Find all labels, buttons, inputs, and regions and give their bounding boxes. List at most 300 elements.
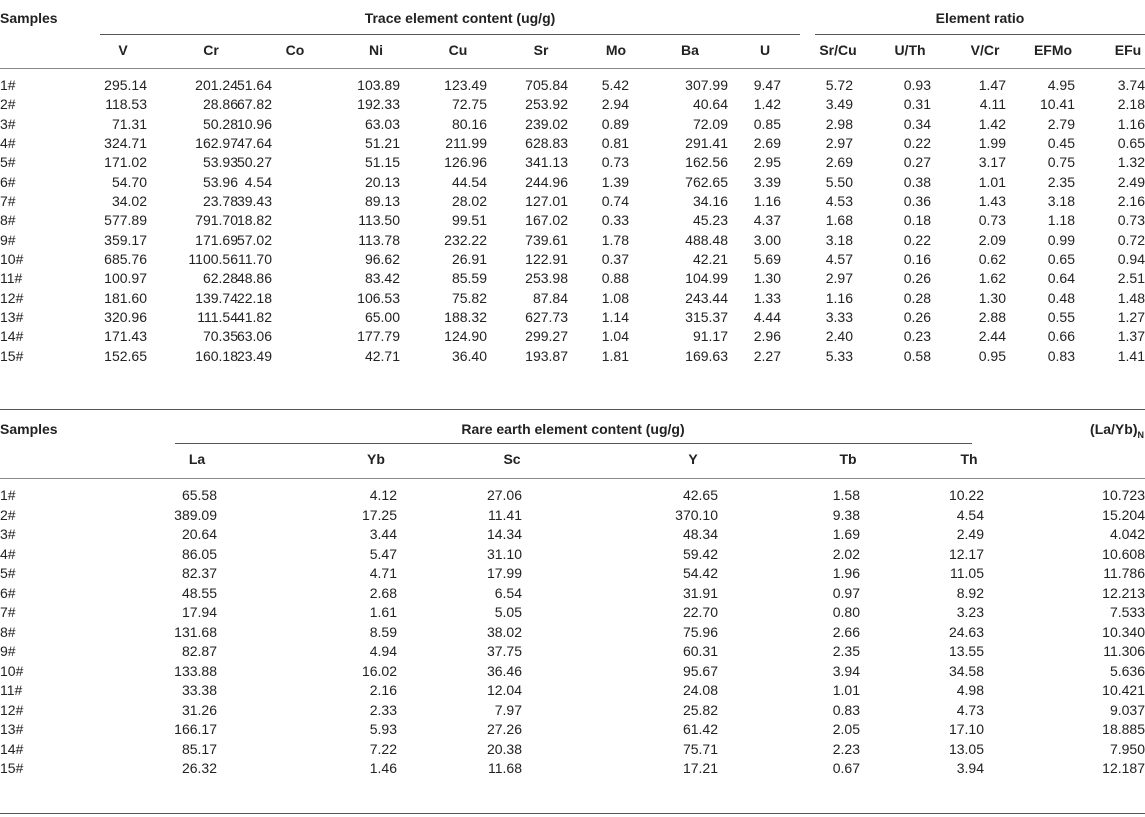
sample-cell: 2# [0, 506, 16, 523]
value-cell: 1.01 [832, 682, 860, 698]
value-cell: 291.41 [685, 135, 728, 152]
table-row [0, 153, 1145, 172]
sample-cell: 3# [0, 115, 16, 132]
value-cell: 1.48 [1117, 289, 1145, 306]
value-cell: 17.25 [361, 506, 397, 523]
value-cell: 67.82 [236, 96, 272, 113]
value-cell: 25.82 [682, 701, 718, 718]
value-cell: 126.96 [444, 154, 487, 171]
table-row [0, 525, 1145, 545]
value-cell: 65.00 [364, 309, 400, 326]
value-cell: 34.02 [111, 193, 147, 210]
table-row [0, 115, 1145, 134]
value-cell: 4.57 [825, 251, 853, 268]
value-cell: 0.38 [903, 173, 931, 190]
value-cell: 113.50 [358, 212, 400, 229]
value-cell: 4.71 [369, 565, 397, 581]
value-cell: 5.33 [825, 347, 853, 364]
value-cell: 1.16 [825, 289, 853, 306]
value-cell: 7.97 [494, 701, 522, 718]
sample-cell: 9# [0, 643, 16, 659]
value-cell: 44.54 [451, 173, 487, 190]
value-cell: 0.34 [903, 115, 931, 132]
value-cell: 62.28 [202, 270, 238, 287]
la-yb-ratio-sub: N [1137, 430, 1144, 440]
value-cell: 0.65 [1117, 135, 1145, 152]
value-cell: 7.950 [1109, 740, 1145, 757]
value-cell: 791.70 [195, 212, 238, 229]
sample-cell: 14# [0, 328, 24, 345]
value-cell: 5.50 [825, 173, 853, 190]
value-cell: 3.33 [825, 309, 853, 326]
value-cell: 244.96 [525, 173, 568, 190]
value-cell: 4.73 [956, 701, 984, 718]
value-cell: 160.18 [195, 347, 238, 364]
value-cell: 99.51 [451, 212, 487, 229]
value-cell: 80.16 [451, 115, 487, 132]
value-cell: 4.042 [1109, 526, 1145, 542]
value-cell: 53.96 [202, 173, 238, 190]
value-cell: 0.75 [1047, 154, 1075, 171]
value-cell: 96.62 [364, 251, 400, 268]
column-header: Y [688, 451, 698, 467]
value-cell: 577.89 [104, 212, 147, 229]
value-cell: 253.92 [525, 96, 568, 113]
table-row [0, 486, 1145, 506]
value-cell: 299.27 [525, 328, 568, 345]
value-cell: 48.86 [236, 270, 272, 287]
value-cell: 0.99 [1047, 231, 1075, 248]
table-row [0, 76, 1145, 95]
value-cell: 36.40 [451, 347, 487, 364]
value-cell: 15.204 [1102, 506, 1145, 523]
value-cell: 0.22 [903, 135, 931, 152]
table-row [0, 545, 1145, 565]
value-cell: 51.21 [364, 135, 400, 152]
value-cell: 61.42 [682, 721, 718, 737]
value-cell: 188.32 [444, 309, 487, 326]
value-cell: 4.95 [1047, 77, 1075, 93]
value-cell: 1.42 [753, 96, 781, 113]
column-header: U [759, 42, 771, 58]
table-row [0, 327, 1145, 346]
value-cell: 0.23 [903, 328, 931, 345]
value-cell: 20.38 [486, 740, 522, 757]
value-cell: 211.99 [445, 135, 487, 152]
value-cell: 24.08 [682, 682, 718, 698]
sample-cell: 12# [0, 289, 24, 306]
value-cell: 0.80 [832, 604, 860, 620]
sample-cell: 8# [0, 623, 16, 640]
la-yb-ratio-header [1090, 421, 1144, 440]
value-cell: 171.02 [104, 154, 147, 171]
value-cell: 3.00 [753, 231, 781, 248]
value-cell: 320.96 [104, 309, 147, 326]
value-cell: 75.71 [682, 740, 718, 757]
samples-header-2: Samples [0, 421, 58, 437]
value-cell: 2.09 [978, 231, 1006, 248]
value-cell: 1.96 [832, 565, 860, 581]
value-cell: 0.74 [601, 193, 629, 210]
value-cell: 171.69 [195, 231, 238, 248]
value-cell: 10.421 [1102, 682, 1145, 698]
rare-earth-group-rule [175, 443, 972, 444]
sample-cell: 13# [0, 721, 24, 737]
value-cell: 20.13 [364, 173, 400, 190]
sample-cell: 15# [0, 347, 24, 364]
value-cell: 1.32 [1117, 154, 1145, 171]
value-cell: 2.69 [753, 135, 781, 152]
value-cell: 10.41 [1039, 96, 1075, 113]
value-cell: 253.98 [525, 270, 568, 287]
value-cell: 0.28 [903, 289, 931, 306]
value-cell: 166.17 [174, 721, 217, 737]
column-header: Tb [839, 451, 857, 467]
value-cell: 72.09 [692, 115, 728, 132]
value-cell: 5.69 [753, 251, 781, 268]
value-cell: 2.49 [956, 526, 984, 542]
value-cell: 1.69 [832, 526, 860, 542]
value-cell: 1.99 [978, 135, 1006, 152]
value-cell: 3.94 [956, 760, 984, 776]
value-cell: 11.70 [238, 251, 272, 268]
value-cell: 82.37 [181, 565, 217, 581]
value-cell: 0.73 [978, 212, 1006, 229]
value-cell: 11.786 [1103, 565, 1145, 581]
element-ratio-group-header: Element ratio [935, 10, 1025, 26]
table-row [0, 308, 1145, 327]
value-cell: 123.49 [444, 77, 487, 93]
value-cell: 91.17 [692, 328, 728, 345]
value-cell: 1.33 [753, 289, 781, 306]
table-row [0, 759, 1145, 779]
value-cell: 10.723 [1102, 487, 1145, 503]
value-cell: 3.18 [1047, 193, 1075, 210]
value-cell: 13.05 [948, 740, 984, 757]
value-cell: 51.64 [236, 77, 272, 93]
value-cell: 2.95 [753, 154, 781, 171]
value-cell: 0.31 [903, 96, 931, 113]
value-cell: 53.93 [202, 154, 238, 171]
value-cell: 39.43 [236, 193, 272, 210]
value-cell: 4.54 [956, 506, 984, 523]
value-cell: 11.306 [1103, 643, 1145, 659]
value-cell: 0.83 [1047, 347, 1075, 364]
value-cell: 1.14 [601, 309, 629, 326]
value-cell: 4.94 [369, 643, 397, 659]
value-cell: 2.16 [1117, 193, 1145, 210]
rare-earth-table-body [0, 486, 1145, 779]
value-cell: 1.81 [601, 347, 629, 364]
value-cell: 11.41 [488, 506, 522, 523]
value-cell: 51.15 [364, 154, 400, 171]
value-cell: 26.32 [181, 760, 217, 776]
value-cell: 38.02 [486, 623, 522, 640]
value-cell: 152.65 [104, 347, 147, 364]
value-cell: 0.37 [601, 251, 629, 268]
column-header: V [118, 42, 128, 58]
column-header: La [188, 451, 206, 467]
value-cell: 12.17 [948, 545, 984, 562]
value-cell: 8.59 [369, 623, 397, 640]
value-cell: 54.42 [682, 565, 718, 581]
value-cell: 0.85 [753, 115, 781, 132]
value-cell: 85.17 [181, 740, 217, 757]
value-cell: 3.49 [825, 96, 853, 113]
value-cell: 65.58 [181, 487, 217, 503]
value-cell: 1.46 [369, 760, 397, 776]
value-cell: 3.17 [978, 154, 1006, 171]
table-row [0, 701, 1145, 721]
value-cell: 5.42 [601, 77, 629, 93]
value-cell: 1.41 [1117, 347, 1145, 364]
value-cell: 83.42 [364, 270, 400, 287]
value-cell: 2.35 [832, 643, 860, 659]
value-cell: 6.54 [494, 584, 522, 601]
value-cell: 1.58 [832, 487, 860, 503]
value-cell: 0.95 [978, 347, 1006, 364]
value-cell: 2.44 [978, 328, 1006, 345]
value-cell: 7.533 [1109, 604, 1145, 620]
value-cell: 17.10 [948, 721, 984, 737]
value-cell: 0.81 [601, 135, 629, 152]
value-cell: 3.23 [956, 604, 984, 620]
value-cell: 0.22 [903, 231, 931, 248]
value-cell: 243.44 [685, 289, 728, 306]
value-cell: 3.18 [825, 231, 853, 248]
value-cell: 193.87 [525, 347, 568, 364]
column-header: EFMo [1033, 42, 1073, 58]
table-row [0, 506, 1145, 526]
value-cell: 89.13 [364, 193, 400, 210]
value-cell: 324.71 [104, 135, 147, 152]
value-cell: 17.94 [181, 604, 217, 620]
bottom-rule [0, 813, 1145, 814]
header-rule-2 [0, 478, 1145, 479]
value-cell: 2.97 [825, 270, 853, 287]
value-cell: 1100.56 [188, 251, 238, 268]
value-cell: 2.49 [1117, 173, 1145, 190]
column-header: U/Th [894, 42, 926, 58]
value-cell: 60.31 [682, 643, 718, 659]
value-cell: 63.03 [364, 115, 400, 132]
value-cell: 169.63 [685, 347, 728, 364]
value-cell: 2.23 [832, 740, 860, 757]
sample-cell: 9# [0, 231, 16, 248]
value-cell: 0.64 [1047, 270, 1075, 287]
table-row [0, 681, 1145, 701]
ratio-group-rule [815, 34, 1145, 35]
value-cell: 139.74 [195, 289, 238, 306]
value-cell: 33.38 [181, 682, 217, 698]
value-cell: 0.26 [903, 309, 931, 326]
header-rule [0, 68, 1145, 69]
value-cell: 9.037 [1109, 701, 1145, 718]
value-cell: 488.48 [685, 231, 728, 248]
table-row [0, 642, 1145, 662]
value-cell: 12.213 [1102, 584, 1145, 601]
value-cell: 50.28 [202, 115, 238, 132]
table-row [0, 134, 1145, 153]
column-header: Cu [448, 42, 468, 58]
value-cell: 27.06 [486, 487, 522, 503]
table-row [0, 584, 1145, 604]
value-cell: 0.73 [601, 154, 629, 171]
value-cell: 0.36 [903, 193, 931, 210]
value-cell: 10.340 [1102, 623, 1145, 640]
value-cell: 22.70 [682, 604, 718, 620]
table-row [0, 623, 1145, 643]
value-cell: 87.84 [532, 289, 568, 306]
value-cell: 1.08 [601, 289, 629, 306]
column-header: Sr/Cu [819, 42, 857, 58]
value-cell: 13.55 [948, 643, 984, 659]
value-cell: 41.82 [236, 309, 272, 326]
table-row [0, 173, 1145, 192]
value-cell: 100.97 [104, 270, 147, 287]
value-cell: 162.97 [195, 135, 238, 152]
value-cell: 48.34 [682, 526, 718, 542]
value-cell: 86.05 [181, 545, 217, 562]
value-cell: 0.89 [601, 115, 629, 132]
value-cell: 739.61 [525, 231, 568, 248]
column-header: Yb [367, 451, 385, 467]
value-cell: 111.54 [197, 309, 238, 326]
value-cell: 50.27 [236, 154, 272, 171]
value-cell: 71.31 [111, 115, 147, 132]
trace-element-group-header: Trace element content (ug/g) [364, 10, 556, 26]
value-cell: 0.97 [832, 584, 860, 601]
value-cell: 2.96 [753, 328, 781, 345]
value-cell: 133.88 [174, 662, 217, 679]
value-cell: 0.45 [1047, 135, 1075, 152]
value-cell: 122.91 [525, 251, 568, 268]
value-cell: 2.79 [1047, 115, 1075, 132]
value-cell: 0.72 [1117, 231, 1145, 248]
value-cell: 17.21 [682, 760, 718, 776]
table-row [0, 740, 1145, 760]
value-cell: 0.27 [903, 154, 931, 171]
sample-cell: 10# [0, 251, 24, 268]
value-cell: 1.62 [978, 270, 1006, 287]
value-cell: 42.21 [692, 251, 728, 268]
sample-cell: 3# [0, 526, 16, 542]
value-cell: 3.39 [753, 173, 781, 190]
value-cell: 70.35 [202, 328, 238, 345]
value-cell: 162.56 [685, 154, 728, 171]
value-cell: 9.38 [832, 506, 860, 523]
value-cell: 113.78 [358, 231, 400, 248]
value-cell: 12.187 [1102, 760, 1145, 776]
sample-cell: 4# [0, 545, 16, 562]
value-cell: 10.96 [236, 115, 272, 132]
value-cell: 171.43 [104, 328, 147, 345]
value-cell: 72.75 [451, 96, 487, 113]
value-cell: 63.06 [236, 328, 272, 345]
value-cell: 1.39 [601, 173, 629, 190]
value-cell: 18.82 [236, 212, 272, 229]
table-row [0, 603, 1145, 623]
sample-cell: 13# [0, 309, 24, 326]
value-cell: 17.99 [486, 565, 522, 581]
sample-cell: 15# [0, 760, 24, 776]
value-cell: 23.49 [236, 347, 272, 364]
value-cell: 315.37 [685, 309, 728, 326]
sample-cell: 8# [0, 212, 16, 229]
value-cell: 57.02 [236, 231, 272, 248]
value-cell: 1.42 [978, 115, 1006, 132]
sample-cell: 14# [0, 740, 24, 757]
column-header: Ba [681, 42, 699, 58]
value-cell: 4.11 [979, 96, 1006, 113]
value-cell: 45.23 [692, 212, 728, 229]
sample-cell: 1# [0, 77, 16, 93]
value-cell: 23.78 [202, 193, 238, 210]
value-cell: 5.636 [1109, 662, 1145, 679]
value-cell: 2.69 [825, 154, 853, 171]
value-cell: 1.37 [1117, 328, 1145, 345]
value-cell: 181.60 [104, 289, 147, 306]
value-cell: 2.68 [369, 584, 397, 601]
value-cell: 127.01 [525, 193, 568, 210]
table-row [0, 564, 1145, 584]
value-cell: 1.27 [1117, 309, 1145, 326]
value-cell: 0.88 [601, 270, 629, 287]
value-cell: 34.16 [692, 193, 728, 210]
value-cell: 75.96 [682, 623, 718, 640]
value-cell: 106.53 [357, 289, 400, 306]
value-cell: 4.12 [369, 487, 397, 503]
value-cell: 359.17 [104, 231, 147, 248]
value-cell: 7.22 [369, 740, 397, 757]
value-cell: 2.02 [832, 545, 860, 562]
value-cell: 42.65 [682, 487, 718, 503]
la-yb-ratio-main: (La/Yb) [1090, 421, 1138, 437]
value-cell: 31.91 [682, 584, 718, 601]
value-cell: 0.58 [903, 347, 931, 364]
value-cell: 124.90 [444, 328, 487, 345]
value-cell: 370.10 [675, 506, 718, 523]
value-cell: 389.09 [174, 506, 217, 523]
samples-header: Samples [0, 10, 58, 26]
table-row [0, 289, 1145, 308]
value-cell: 232.22 [444, 231, 487, 248]
value-cell: 4.98 [956, 682, 984, 698]
value-cell: 0.67 [832, 760, 860, 776]
column-header: V/Cr [970, 42, 1000, 58]
value-cell: 627.73 [525, 309, 568, 326]
value-cell: 12.04 [486, 682, 522, 698]
value-cell: 5.72 [825, 77, 853, 93]
value-cell: 2.18 [1117, 96, 1145, 113]
sample-cell: 5# [0, 565, 16, 581]
value-cell: 16.02 [361, 662, 397, 679]
value-cell: 1.16 [753, 193, 781, 210]
value-cell: 2.16 [369, 682, 397, 698]
value-cell: 22.18 [236, 289, 272, 306]
table-row [0, 231, 1145, 250]
value-cell: 0.48 [1047, 289, 1075, 306]
column-header: Cr [203, 42, 219, 58]
trace-table-body [0, 76, 1145, 366]
sample-cell: 4# [0, 135, 16, 152]
value-cell: 1.61 [369, 604, 397, 620]
value-cell: 28.02 [451, 193, 487, 210]
value-cell: 0.93 [903, 77, 931, 93]
value-cell: 1.43 [978, 193, 1006, 210]
value-cell: 37.75 [486, 643, 522, 659]
table-row [0, 720, 1145, 740]
